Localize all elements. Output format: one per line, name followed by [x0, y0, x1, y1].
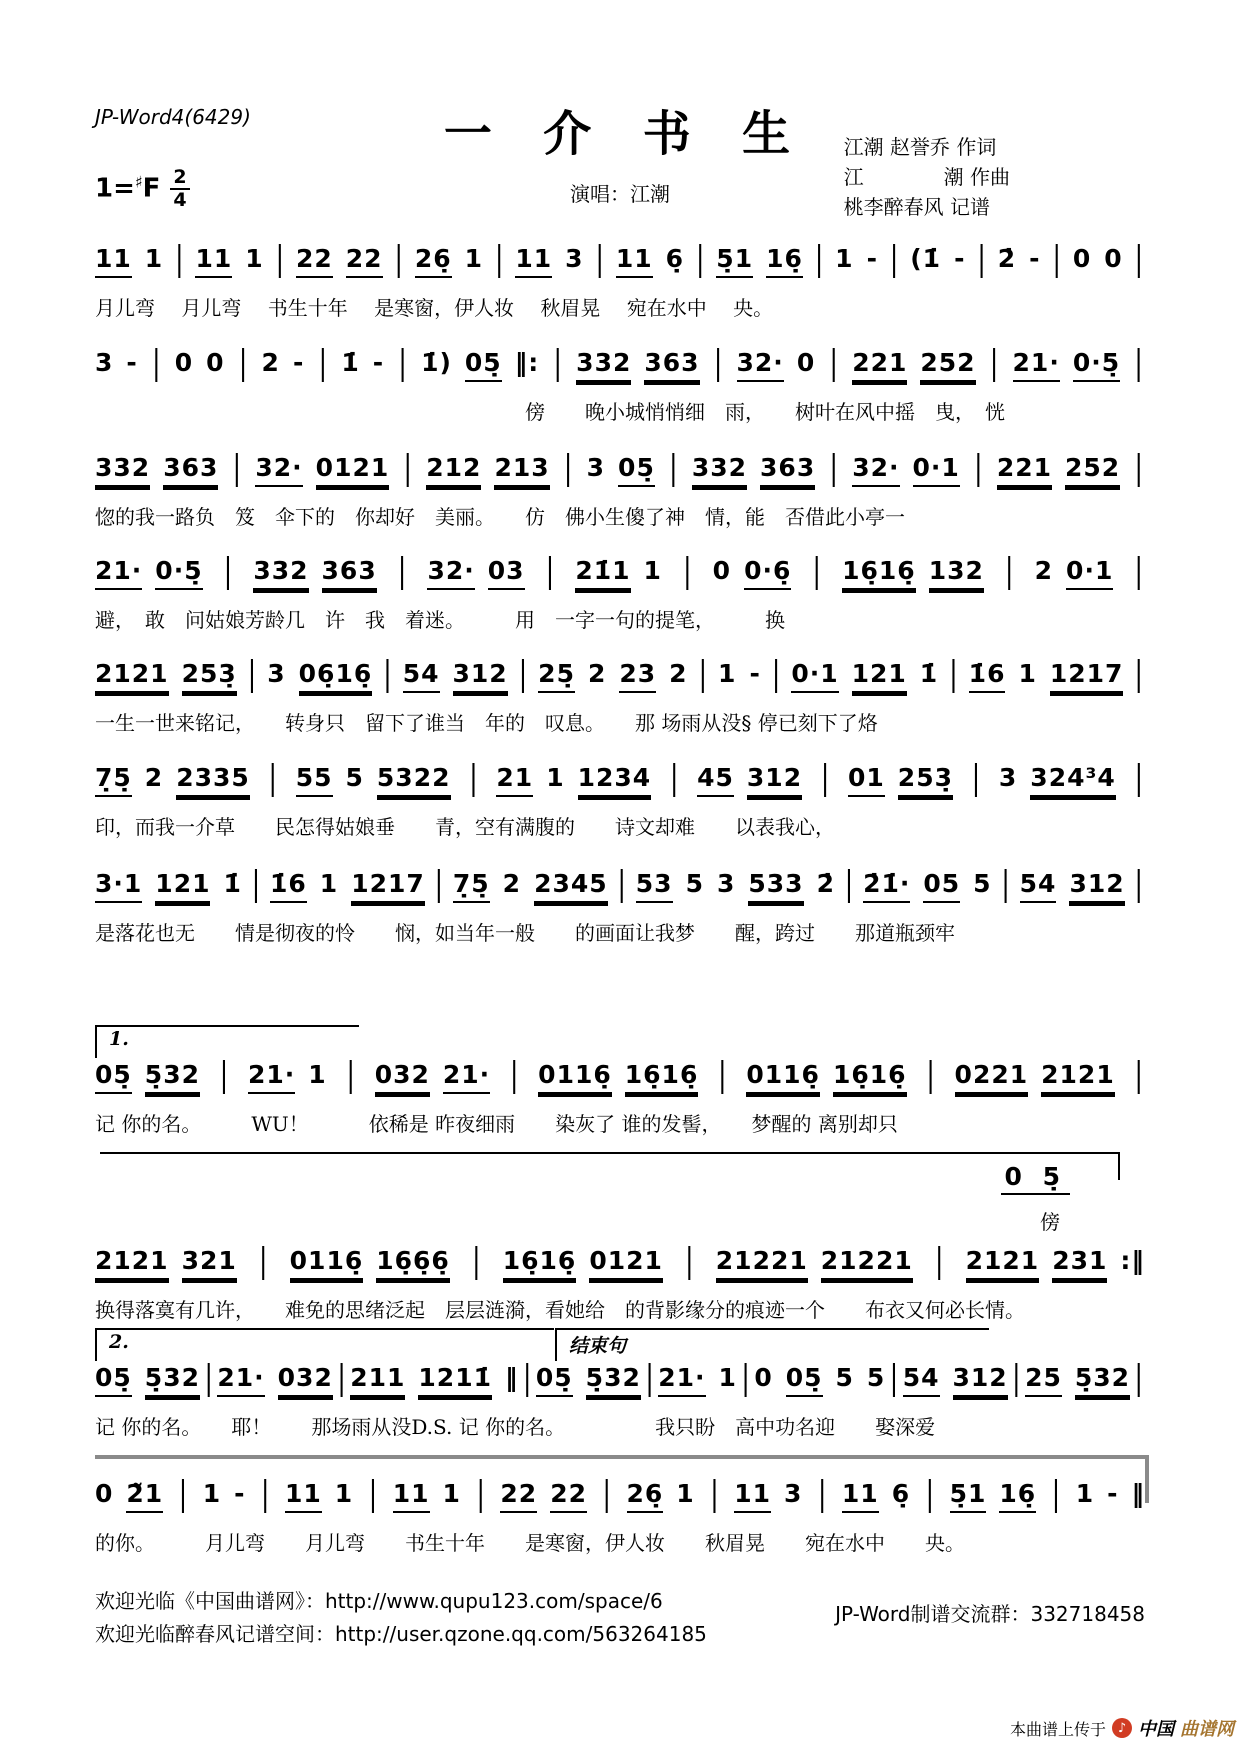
key-signature: [95, 168, 190, 210]
system-4-lyrics: 避， 敢 问姑娘芳龄几 许 我 着迷。 用 一字一句的提笔， 换: [95, 608, 785, 633]
qzone-link-text: 欢迎光临醉春风记谱空间：http://user.qzone.qq.com/563264185: [95, 1622, 707, 1646]
system-7-lyrics: 是落花也无 情是彻夜的怜 悯，如当年一般 的画面让我梦 醒，跨过 那道瓶颈牢: [95, 921, 955, 946]
volta-1-bracket: [95, 1025, 359, 1058]
system-9-notes: 2121 321 | 0116̣ 16̣6̣6̣ | 16̣16̣ 0121 | 21221 21221 | 2121 231 :‖: [95, 1240, 1145, 1281]
page-title: 一 介 书 生: [443, 106, 797, 162]
qupu-site-link-text: 欢迎光临《中国曲谱网》：http://www.qupu123.com/space/6: [95, 1589, 663, 1613]
volta-1-label: 1.: [109, 1028, 129, 1050]
volta-2-bracket: [95, 1328, 554, 1361]
credit-transcriber: 桃李醉春风 记谱: [843, 195, 990, 219]
qq-group-label: JP-Word制谱交流群：332718458: [835, 1602, 1145, 1626]
site-name-gold: 曲谱网: [1180, 1719, 1234, 1740]
system-4-notes: 21· 0·5̣ | 332 363 | 32· 03 | 21̇1 1 | 0 0·6̣ | 16̣16̣ 132 | 2 0·1 |: [95, 550, 1143, 591]
upload-attribution: [1010, 1715, 1234, 1741]
system-9-lyrics: 换得落寞有几许， 难免的思绪泛起 层层涟漪，看她给 的背影缘分的痕迹一个 布衣又何必长情。: [95, 1298, 1025, 1323]
music-system-6: [95, 757, 1145, 840]
ending-label: 结束句: [569, 1335, 627, 1357]
music-system-1: [95, 238, 1145, 321]
music-system-9: [95, 1240, 1145, 1323]
system-5-lyrics: 一生一世来铭记， 转身只 留下了谁当 年的 叹息。 那 场雨从没§ 停已刻下了烙: [95, 711, 878, 736]
system-2-lyrics: 傍 晚小城悄悄细 雨， 树叶在风中摇 曳， 恍: [525, 400, 1005, 425]
pickup-notes: 0 5̣: [1001, 1162, 1071, 1195]
system-10-lyrics: 记 你的名。 耶！ 那场雨从没D.S. 记 你的名。 我只盼 高中功名迎 娶深爱: [95, 1415, 936, 1440]
system-8-lyrics: 记 你的名。 WU！ 依稀是 昨夜细雨 染灰了 谁的发髻， 梦醒的 离别却只: [95, 1112, 898, 1137]
system-1-lyrics: 月儿弯 月儿弯 书生十年 是寒窗，伊人妆 秋眉晃 宛在水中 央。: [95, 296, 774, 321]
music-system-2: [95, 342, 1145, 425]
system-7-notes: 3·1 121 1̇ | 1̇6 1 1217 | 7̣5̣ 2 2345 | 53 5 3 533 2̇ | 2̇1̇· 05 5 | 54 312 |: [95, 863, 1143, 904]
system-1-notes: 11 1 | 11 1 | 22 22 | 26̣ 1 | 11 3 | 11 6̣ | 5̣1 16̣ | 1 - | (1̇ - | 2̇ - | 0 0 |: [95, 238, 1143, 279]
music-system-11: [95, 1473, 1145, 1556]
music-system-4: [95, 550, 1145, 633]
system-11-notes: 0 2̃1 | 1 - | 11 1 | 11 1 | 22 22 | 26̣ 1 | 11 3 | 11 6̣ | 5̣1 16̣ | 1 - ‖: [95, 1473, 1145, 1514]
system-3-notes: 332 363 | 32· 0121 | 212 213 | 3 05̣ | 332 363 | 32· 0·1 | 221 252 |: [95, 447, 1143, 488]
site-name-black: 中国: [1138, 1719, 1174, 1740]
system-3-lyrics: 惚的我一路负 笈 伞下的 你却好 美丽。 仿 佛小生傻了神 情，能 否借此小亭一: [95, 505, 905, 530]
credit-lyricist: 江潮 赵誉乔 作词: [843, 135, 997, 159]
music-system-7: [95, 863, 1145, 946]
footer-links: [95, 1585, 707, 1651]
music-system-8: [95, 1025, 1145, 1137]
system-5-notes: 2121 253̣ | 3 06̣16̣ | 54 312 | 25̣ 2 23 2 | 1 - | 0·1 121 1̇ | 1̇6 1 1217 |: [95, 653, 1143, 694]
key-prefix: 1=: [95, 173, 135, 204]
system-6-lyrics: 印，而我一介草 民怎得姑娘垂 青，空有满腹的 诗文却难 以表我心，: [95, 815, 835, 840]
ds-route-line: [100, 1152, 1120, 1234]
ending-bracket: [555, 1328, 989, 1361]
music-system-10: [95, 1328, 1145, 1440]
credit-composer: 江 潮 作曲: [843, 165, 1010, 189]
music-system-5: [95, 653, 1145, 736]
system-6-notes: 7̣5̣ 2 2335 | 55 5 5322 | 21 1 1234 | 45 312 | 01 253̣ | 3 324³4 |: [95, 757, 1143, 798]
system-2-notes: 3 - | 0 0 | 2 - | 1̇ - | 1̇) 05̣ ‖: | 332 363 | 32· 0 | 221 252 | 21· 0·5̣ |: [95, 342, 1143, 383]
pickup-lyric: 傍: [1040, 1210, 1060, 1234]
meter-denominator: 4: [173, 189, 187, 211]
qupu-logo-icon: ♪: [1112, 1718, 1132, 1738]
performer-label: 演唱：江潮: [570, 182, 670, 206]
sharp-accidental: ♯: [134, 172, 143, 192]
music-system-3: [95, 447, 1145, 530]
key-tonic: F: [142, 173, 161, 204]
meter-numerator: 2: [170, 168, 189, 190]
volta-2-label: 2.: [109, 1331, 129, 1353]
upload-note: 本曲谱上传于: [1009, 1719, 1106, 1739]
system-11-lyrics: 的你。 月儿弯 月儿弯 书生十年 是寒窗，伊人妆 秋眉晃 宛在水中 央。: [95, 1531, 965, 1556]
system-10-notes: 05̣ 5̣32 | 21· 032 | 211 1211̇ ‖ | 05̣ 5̣32 | 21· 1 | 0 05̣ 5 5 | 54 312 | 25 5̣32 |: [95, 1357, 1143, 1398]
time-signature: [170, 168, 189, 210]
credits-block: [844, 132, 1010, 222]
generator-label: JP-Word4(6429): [95, 105, 251, 129]
system-8-notes: 05̣ 5̣32 | 21· 1 | 032 21· | 0116̣ 16̣16̣ | 0116̣ 16̣16̣ | 0221 2121 |: [95, 1054, 1143, 1095]
